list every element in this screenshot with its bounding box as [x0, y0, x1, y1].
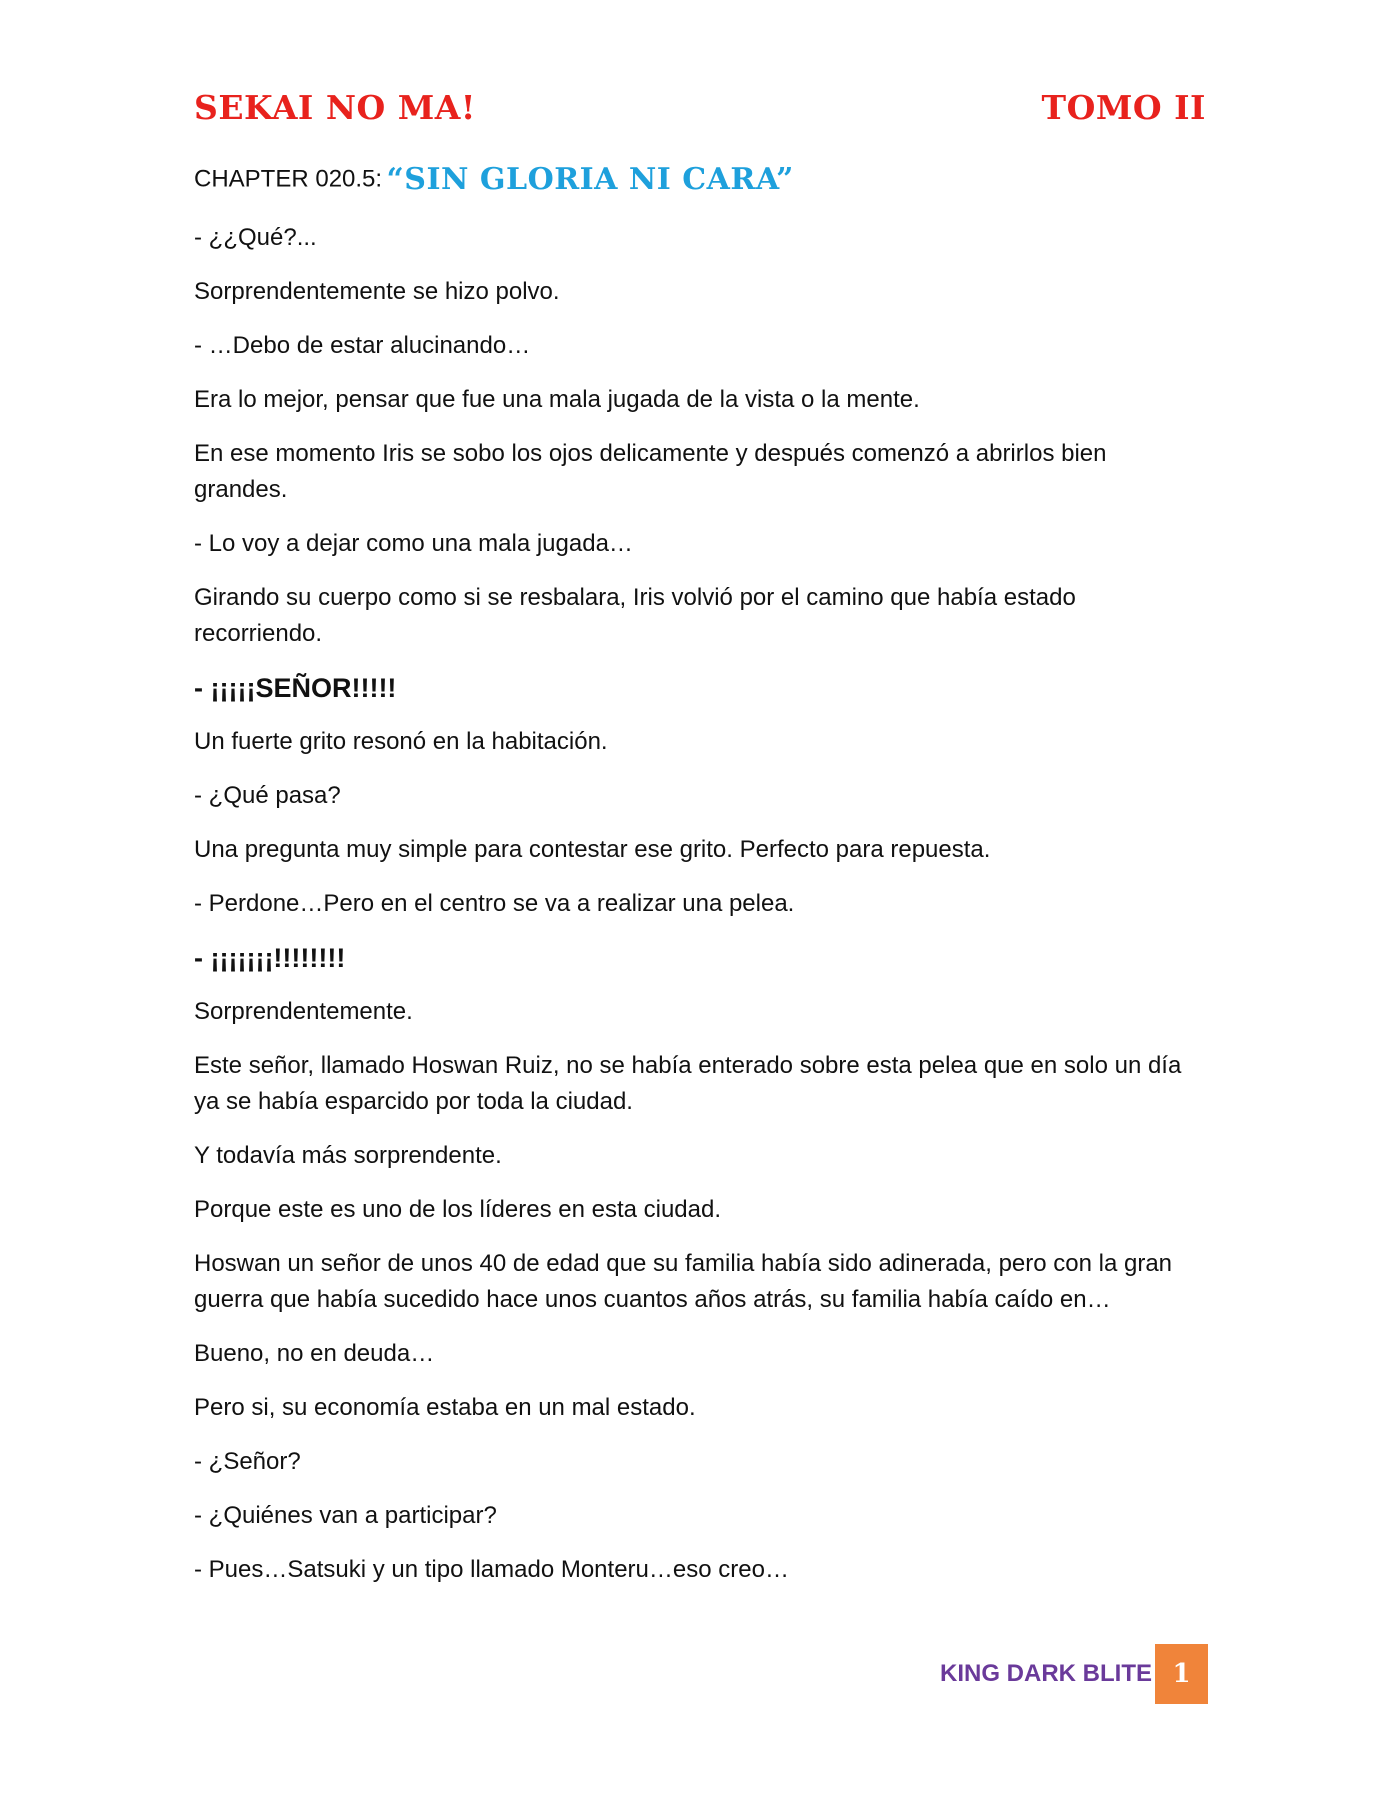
paragraph: Sorprendentemente.: [194, 998, 413, 1025]
paragraph: Bueno, no en deuda…: [194, 1340, 435, 1367]
volume-label: TOMO II: [1041, 88, 1206, 127]
paragraph: - Lo voy a dejar como una mala jugada…: [194, 530, 633, 557]
paragraph: Y todavía más sorprendente.: [194, 1142, 502, 1169]
paragraph: Hoswan un señor de unos 40 de edad que su familia había sido adinerada, pero con la gran guerra que había sucedido hace unos cuantos años atrás, su familia había caído en…: [194, 1250, 1173, 1313]
paragraph: Porque este es uno de los líderes en esta ciudad.: [194, 1196, 722, 1223]
author-name: KING DARK BLITE: [940, 1660, 1152, 1687]
paragraph: - ¿¿Qué?...: [194, 224, 317, 251]
paragraph: - ¿Qué pasa?: [194, 782, 341, 809]
chapter-title: “SIN GLORIA NI CARA”: [386, 162, 794, 197]
paragraph: - Pues…Satsuki y un tipo llamado Monteru…eso creo…: [194, 1556, 789, 1583]
chapter-heading: [194, 162, 794, 197]
page-number: 1: [1172, 1659, 1191, 1689]
paragraph: Una pregunta muy simple para contestar ese grito. Perfecto para repuesta.: [194, 836, 991, 863]
paragraph: - …Debo de estar alucinando…: [194, 332, 531, 359]
paragraph: Sorprendentemente se hizo polvo.: [194, 278, 560, 305]
series-title: SEKAI NO MA!: [194, 88, 476, 127]
chapter-body: [194, 220, 1194, 1606]
paragraph: En ese momento Iris se sobo los ojos delicamente y después comenzó a abrirlos bien grandes.: [194, 440, 1107, 503]
paragraph: Era lo mejor, pensar que fue una mala jugada de la vista o la mente.: [194, 386, 920, 413]
paragraph: Girando su cuerpo como si se resbalara, Iris volvió por el camino que había estado recorriendo.: [194, 584, 1076, 647]
paragraph: Pero si, su economía estaba en un mal estado.: [194, 1394, 696, 1421]
paragraph: - Perdone…Pero en el centro se va a realizar una pelea.: [194, 890, 795, 917]
paragraph: - ¿Quiénes van a participar?: [194, 1502, 497, 1529]
page-footer: [940, 1644, 1212, 1706]
paragraph: Un fuerte grito resonó en la habitación.: [194, 728, 608, 755]
page-header: [194, 88, 1206, 138]
shout-line: - ¡¡¡¡¡SEÑOR!!!!!: [194, 673, 397, 703]
shout-line: - ¡¡¡¡¡¡¡!!!!!!!!: [194, 943, 346, 973]
paragraph: Este señor, llamado Hoswan Ruiz, no se había enterado sobre esta pelea que en solo un día ya se había esparcido por toda la ciudad.: [194, 1052, 1182, 1115]
paragraph: - ¿Señor?: [194, 1448, 301, 1475]
page-number-badge: [1155, 1644, 1208, 1704]
chapter-prefix: CHAPTER 020.5:: [194, 165, 383, 193]
